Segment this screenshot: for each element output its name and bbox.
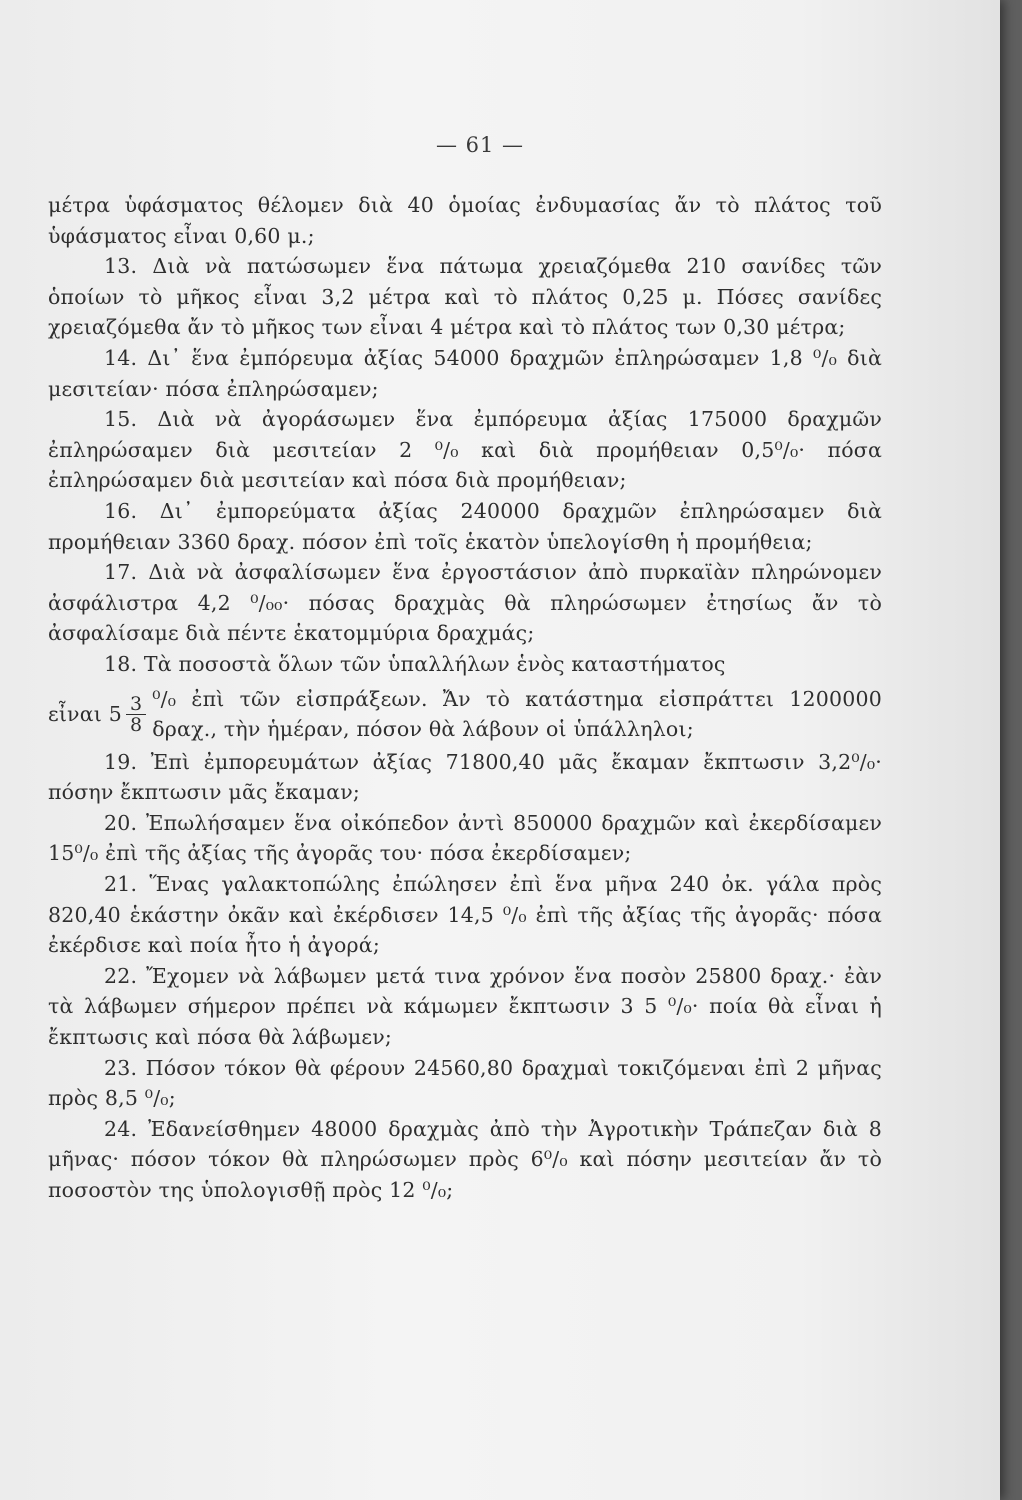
exercise-paragraph: 15. Διὰ νὰ ἀγοράσωμεν ἕνα ἐμπόρευμα ἀξίας 175000 δραχμῶν ἐπληρώσαμεν διὰ μεσιτείαν 2 ⁰/₀ καὶ διὰ προμήθειαν 0,5⁰/₀· πόσα ἐπληρώσαμεν διὰ μεσιτείαν καὶ πόσα διὰ προμήθειαν;	[48, 407, 882, 493]
page-number: — 61 —	[435, 133, 525, 157]
exercise-text	[48, 190, 882, 1206]
exercise-paragraph: 22. Ἔχομεν νὰ λάβωμεν μετά τινα χρόνον ἕνα ποσὸν 25800 δραχ.· ἐὰν τὰ λάβωμεν σήμερον πρέπει νὰ κάμωμεν ἔκπτωσιν 3 5 ⁰/₀· ποία θὰ εἶναι ἡ ἔκπτωσις καὶ πόσα θὰ λάβωμεν;	[48, 963, 882, 1050]
exercise-paragraph: 16. Δι᾽ ἐμπορεύματα ἀξίας 240000 δραχμῶν ἐπληρώσαμεν διὰ προμήθειαν 3360 δραχ. πόσον ἐπὶ τοῖς ἑκατὸν ὑπελογίσθη ἡ προμήθεια;	[48, 498, 882, 554]
exercises-before	[48, 190, 882, 680]
exercise-paragraph: 18. Τὰ ποσοστὰ ὅλων τῶν ὑπαλλήλων ἑνὸς καταστήματος	[104, 651, 726, 676]
exercise-paragraph: 20. Ἐπωλήσαμεν ἕνα οἰκόπεδον ἀντὶ 850000 δραχμῶν καὶ ἐκερδίσαμεν 15⁰/₀ ἐπὶ τῆς ἀξίας τῆς ἀγορᾶς του· πόσα ἐκερδίσαμεν;	[48, 810, 882, 866]
fraction-line	[48, 684, 882, 745]
exercise-paragraph: 23. Πόσον τόκον θὰ φέρουν 24560,80 δραχμαὶ τοκιζόμεναι ἐπὶ 2 μῆνας πρὸς 8,5 ⁰/₀;	[48, 1055, 882, 1111]
fraction-denominator: 8	[129, 713, 143, 736]
exercise-paragraph: 14. Δι᾽ ἕνα ἐμπόρευμα ἀξίας 54000 δραχμῶν ἐπληρώσαμεν 1,8 ⁰/₀ διὰ μεσιτείαν· πόσα ἐπληρώσαμεν;	[48, 345, 882, 401]
fraction-numerator: 3	[126, 694, 146, 715]
exercise-paragraph: 17. Διὰ νὰ ἀσφαλίσωμεν ἕνα ἐργοστάσιον ἀπὸ πυρκαϊὰν πληρώνομεν ἀσφάλιστρα 4,2 ⁰/₀₀· πόσας δραχμὰς θὰ πληρώσωμεν ἐτησίως ἄν τὸ ἀσφαλίσαμε διὰ πέντε ἑκατομμύρια δραχμάς;	[48, 560, 882, 646]
fraction-line-after: ⁰/₀ ἐπὶ τῶν εἰσπράξεων. Ἄν τὸ κατάστημα εἰσπράττει 1200000 δραχ., τὴν ἡμέραν, πόσον θὰ λάβουν οἱ ὑπάλληλοι;	[152, 686, 882, 742]
exercise-paragraph: 19. Ἐπὶ ἐμπορευμάτων ἀξίας 71800,40 μᾶς ἔκαμαν ἔκπτωσιν 3,2⁰/₀· πόσην ἔκπτωσιν μᾶς ἔκαμαν;	[48, 749, 882, 805]
exercise-paragraph: μέτρα ὑφάσματος θέλομεν διὰ 40 ὁμοίας ἐνδυμασίας ἄν τὸ πλάτος τοῦ ὑφάσματος εἶναι 0,60 μ.;	[48, 193, 882, 248]
exercise-paragraph: 13. Διὰ νὰ πατώσωμεν ἕνα πάτωμα χρειαζόμεθα 210 σανίδες τῶν ὁποίων τὸ μῆκος εἶναι 3,2 μέτρα καὶ τὸ πλάτος 0,25 μ. Πόσες σανίδες χρειαζόμεθα ἄν τὸ μῆκος των εἶναι 4 μέτρα καὶ τὸ πλάτος των 0,30 μέτρα;	[48, 254, 882, 340]
fraction-line-before: εἶναι 5	[48, 701, 122, 726]
exercises-after	[48, 747, 882, 1206]
exercise-paragraph: 24. Ἐδανείσθημεν 48000 δραχμὰς ἀπὸ τὴν Ἀγροτικὴν Τράπεζαν διὰ 8 μῆνας· πόσον τόκον θὰ πληρώσωμεν πρὸς 6⁰/₀ καὶ πόσην μεσιτείαν ἄν τὸ ποσοστὸν της ὑπολογισθῇ πρὸς 12 ⁰/₀;	[48, 1116, 882, 1202]
exercise-paragraph: 21. Ἕνας γαλακτοπώλης ἐπώλησεν ἐπὶ ἕνα μῆνα 240 ὀκ. γάλα πρὸς 820,40 ἑκάστην ὀκᾶν καὶ ἐκέρδισεν 14,5 ⁰/₀ ἐπὶ τῆς ἀξίας τῆς ἀγορᾶς· πόσα ἐκέρδισε καὶ ποία ἦτο ἡ ἀγορά;	[48, 872, 882, 958]
fraction	[126, 694, 146, 735]
